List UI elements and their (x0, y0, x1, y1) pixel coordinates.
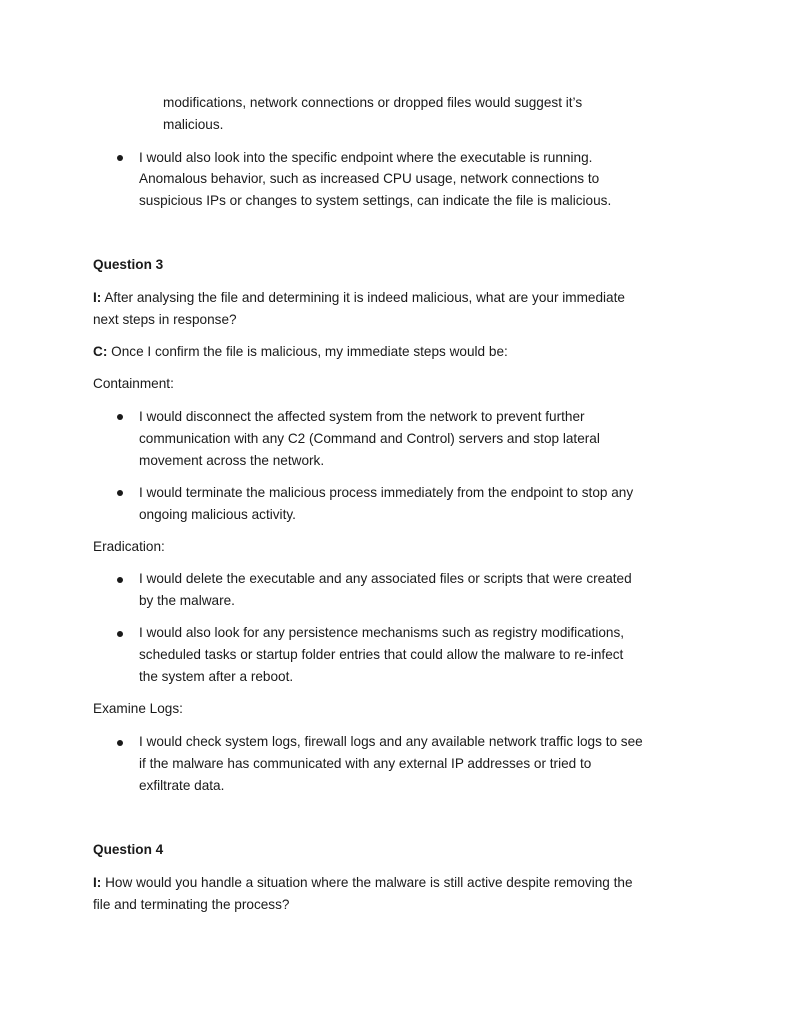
bullet-text: Anomalous behavior, such as increased CPU usage, network connections to (139, 171, 600, 186)
section-label-eradication: Eradication: (93, 539, 165, 554)
bullet-text: I would terminate the malicious process immediately from the endpoint to stop any (139, 485, 634, 500)
interviewer-question (93, 872, 633, 894)
interviewer-label: I: (93, 290, 102, 305)
bullet-text: exfiltrate data. (139, 778, 225, 793)
bullet-dot (117, 631, 123, 637)
interviewer-label: I: (93, 875, 102, 890)
question-text: How would you handle a situation where the malware is still active despite removing the (105, 875, 633, 890)
candidate-label: C: (93, 344, 108, 359)
section-label-containment: Containment: (93, 376, 174, 391)
body-line: modifications, network connections or dropped files would suggest it’s (163, 95, 583, 110)
bullet-text: I would also look into the specific endpoint where the executable is running. (139, 150, 593, 165)
bullet-text: suspicious IPs or changes to system settings, can indicate the file is malicious. (139, 193, 612, 208)
bullet-dot (117, 155, 123, 161)
bullet-text: by the malware. (139, 593, 235, 608)
section-label-examine-logs: Examine Logs: (93, 701, 183, 716)
bullet-text: I would delete the executable and any associated files or scripts that were created (139, 571, 632, 586)
answer-text: Once I confirm the file is malicious, my immediate steps would be: (111, 344, 508, 359)
bullet-dot (117, 490, 123, 496)
question-3-heading: Question 3 (93, 257, 164, 272)
interviewer-question (93, 287, 625, 309)
bullet-dot (117, 414, 123, 420)
bullet-text: I would also look for any persistence mechanisms such as registry modifications, (139, 625, 625, 640)
question-text: next steps in response? (93, 312, 237, 327)
bullet-dot (117, 740, 123, 746)
bullet-text: I would check system logs, firewall logs and any available network traffic logs to see (139, 734, 643, 749)
bullet-text: communication with any C2 (Command and Control) servers and stop lateral (139, 431, 600, 446)
bullet-text: ongoing malicious activity. (139, 507, 296, 522)
question-text: file and terminating the process? (93, 897, 290, 912)
candidate-answer (93, 341, 508, 363)
bullet-text: I would disconnect the affected system from the network to prevent further (139, 409, 585, 424)
body-line: malicious. (163, 117, 224, 132)
bullet-text: movement across the network. (139, 453, 325, 468)
bullet-dot (117, 577, 123, 583)
bullet-text: the system after a reboot. (139, 669, 294, 684)
bullet-text: scheduled tasks or startup folder entries that could allow the malware to re-infect (139, 647, 624, 662)
question-4-heading: Question 4 (93, 842, 164, 857)
bullet-text: if the malware has communicated with any external IP addresses or tried to (139, 756, 592, 771)
question-text: After analysing the file and determining it is indeed malicious, what are your immediate (104, 290, 625, 305)
